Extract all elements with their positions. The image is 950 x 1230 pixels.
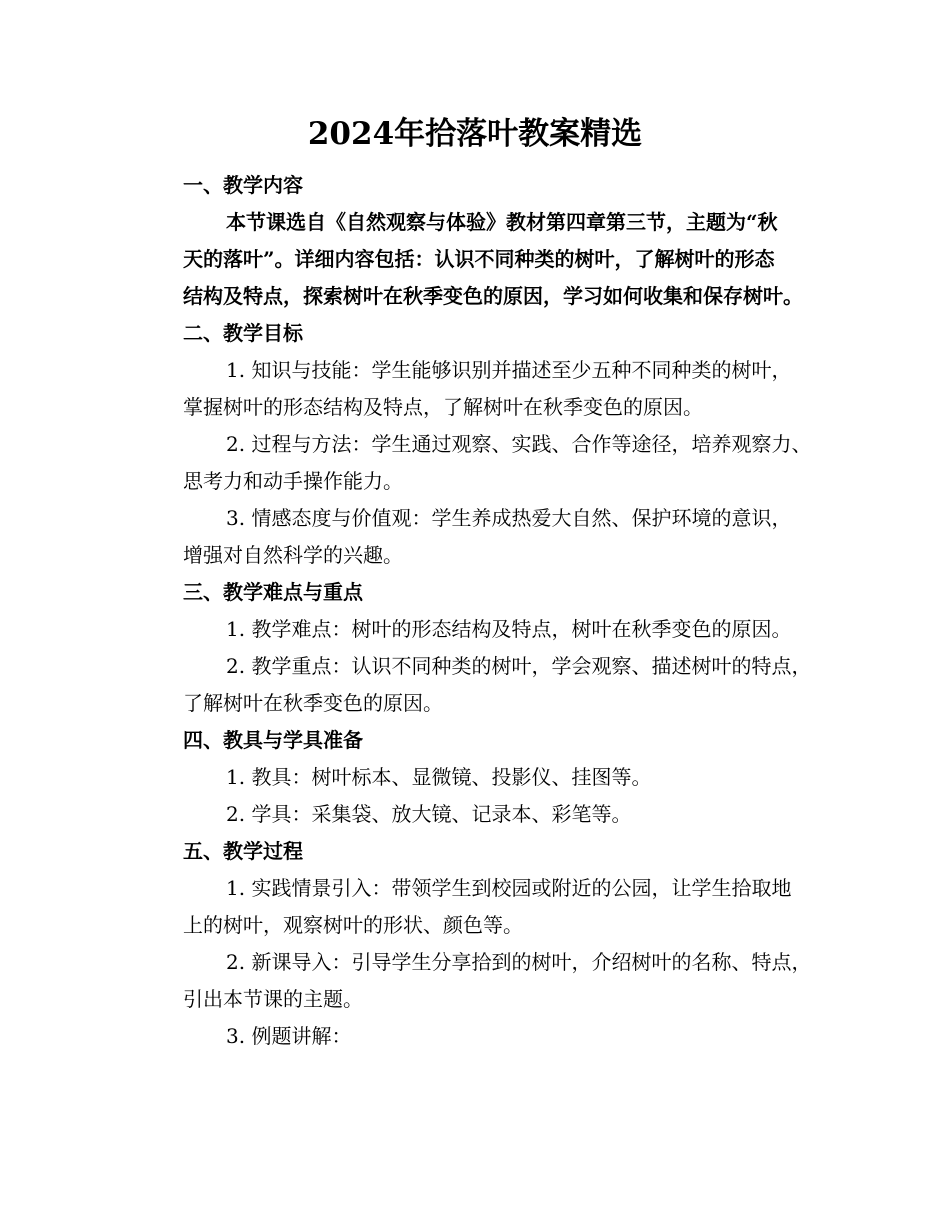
item-line: 增强对自然科学的兴趣。 [183, 543, 403, 567]
tool-item-2 [140, 796, 812, 833]
paragraph-line: 结构及特点，探索树叶在秋季变色的原因，学习如何收集和保存树叶。 [183, 284, 803, 308]
section-heading-goals: 二、教学目标 [183, 321, 303, 345]
item-line: 了解树叶在秋季变色的原因。 [183, 691, 443, 715]
item-line: 2. 新课导入：引导学生分享拾到的树叶，介绍树叶的名称、特点， [226, 950, 812, 974]
item-line: 掌握树叶的形态结构及特点，了解树叶在秋季变色的原因。 [183, 395, 703, 419]
tool-item-1 [140, 759, 812, 796]
item-line: 思考力和动手操作能力。 [183, 469, 403, 493]
section-heading-difficulties: 三、教学难点与重点 [183, 580, 363, 604]
paragraph-line: 本节课选自《自然观察与体验》教材第四章第三节，主题为“秋 [226, 210, 778, 234]
paragraph-line: 天的落叶”。详细内容包括：认识不同种类的树叶，了解树叶的形态 [183, 247, 775, 271]
item-line: 2. 教学重点：认识不同种类的树叶，学会观察、描述树叶的特点， [226, 654, 812, 678]
item-line: 1. 知识与技能：学生能够识别并描述至少五种不同种类的树叶， [226, 358, 792, 382]
goal-item-2 [140, 426, 812, 500]
difficulty-item-1 [140, 611, 812, 648]
goal-item-1 [140, 352, 812, 426]
item-line: 1. 教学难点：树叶的形态结构及特点，树叶在秋季变色的原因。 [226, 617, 792, 641]
item-line: 2. 过程与方法：学生通过观察、实践、合作等途径，培养观察力、 [226, 432, 812, 456]
process-item-3 [140, 1018, 812, 1055]
item-line: 引出本节课的主题。 [183, 987, 363, 1011]
section-heading-content: 一、教学内容 [183, 173, 303, 197]
section-paragraph-content [140, 204, 812, 315]
item-line: 1. 教具：树叶标本、显微镜、投影仪、挂图等。 [226, 765, 652, 789]
item-line: 3. 情感态度与价值观：学生养成热爱大自然、保护环境的意识， [226, 506, 792, 530]
goal-item-3 [140, 500, 812, 574]
item-line: 1. 实践情景引入：带领学生到校园或附近的公园，让学生拾取地 [226, 876, 792, 900]
document-title: 2024年拾落叶教案精选 [307, 116, 643, 152]
difficulty-item-2 [140, 648, 812, 722]
process-item-1 [140, 870, 812, 944]
item-line: 3. 例题讲解： [226, 1024, 352, 1048]
section-heading-process: 五、教学过程 [183, 839, 303, 863]
process-item-2 [140, 944, 812, 1018]
item-line: 2. 学具：采集袋、放大镜、记录本、彩笔等。 [226, 802, 632, 826]
item-line: 上的树叶，观察树叶的形状、颜色等。 [183, 913, 523, 937]
section-heading-tools: 四、教具与学具准备 [183, 728, 363, 752]
document-body [140, 167, 812, 1055]
